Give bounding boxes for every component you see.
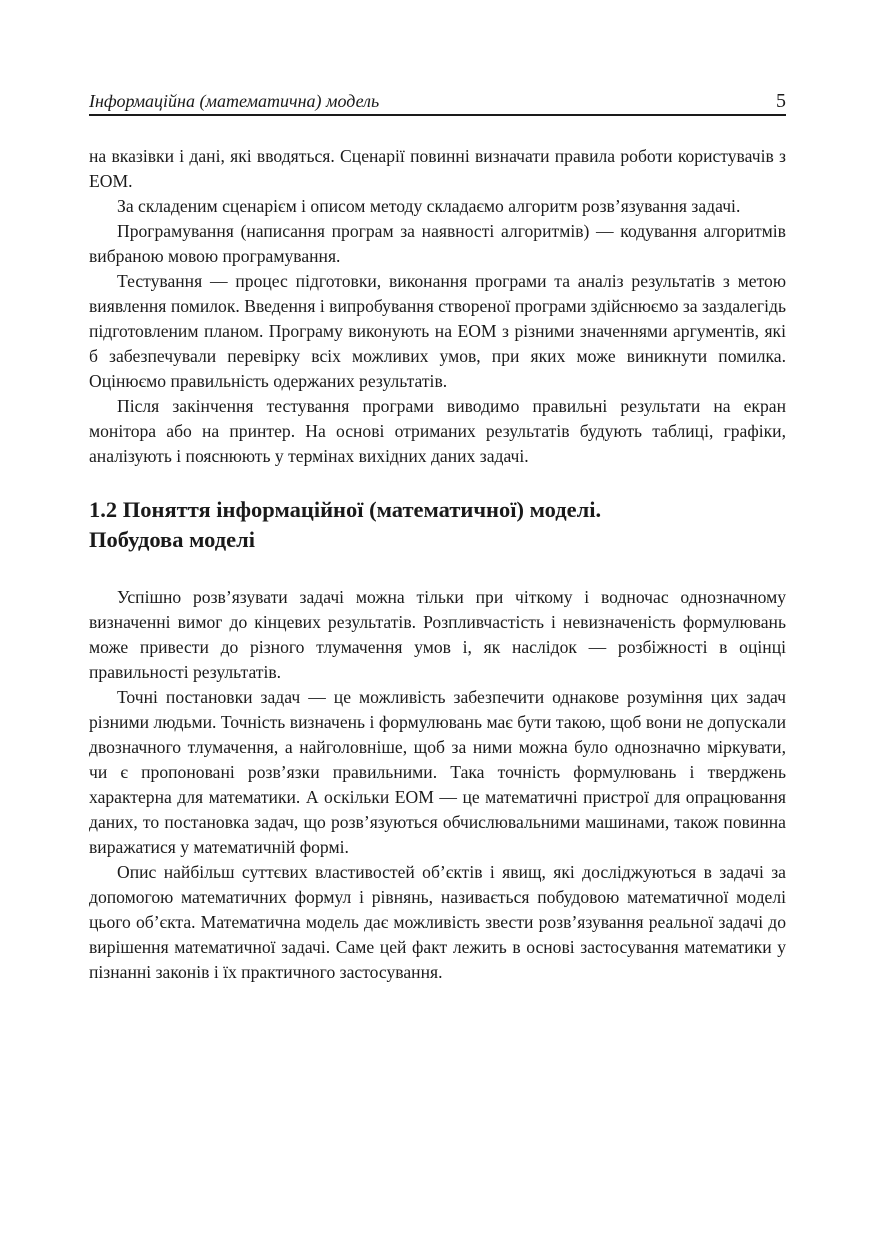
section-heading-line: 1.2 Поняття інформаційної (математичної) моделі.	[89, 497, 602, 522]
paragraph: Тестування — процес підготовки, виконання програми та аналіз результатів з метою виявлення помилок. Введення і випробування створеної програми здійснюємо за заздалегідь підготовленим планом. Програму виконують на ЕОМ з різними значеннями аргументів, які б забезпечували перевірку всіх можливих умов, при яких може виникнути помилка. Оцінюємо правильність одержаних результатів.	[89, 271, 786, 391]
running-title: Інформаційна (математична) модель	[89, 91, 380, 111]
page-number: 5	[776, 90, 786, 112]
section-heading	[89, 495, 786, 555]
paragraph: Після закінчення тестування програми виводимо правильні результати на екран монітора або на принтер. На основі отриманих результатів будують таблиці, графіки, аналізують і пояснюють у термінах вихідних даних задачі.	[89, 396, 786, 466]
paragraph: Точні постановки задач — це можливість забезпечити однакове розуміння цих задач різними людьми. Точність визначень і формулювань має бути такою, щоб вони не допускали двозначного тлумачення, а найголовніше, щоб за ними можна було однозначно міркувати, чи є пропоновані розв’язки правильними. Така точність формулювань і тверджень характерна для математики. А оскільки ЕОМ — це математичні пристрої для опрацювання даних, то постановка задач, що розв’язуються обчислювальними машинами, також повинна виражатися у математичній формі.	[89, 687, 786, 857]
running-header	[89, 86, 786, 116]
paragraph: Програмування (написання програм за наявності алгоритмів) — кодування алгоритмів вибраною мовою програмування.	[89, 221, 786, 266]
document-body	[89, 144, 786, 985]
paragraph: на вказівки і дані, які вводяться. Сценарії повинні визначати правила роботи користувачів з ЕОМ.	[89, 146, 786, 191]
paragraph: За складеним сценарієм і описом методу складаємо алгоритм розв’язування задачі.	[117, 196, 741, 216]
section-heading-line: Побудова моделі	[89, 527, 255, 552]
paragraph: Успішно розв’язувати задачі можна тільки при чіткому і водночас однозначному визначенні вимог до кінцевих результатів. Розпливчастість і невизначеність формулювань може привести до різного тлумачення умов і, як наслідок — розбіжності в оцінці правильності результатів.	[89, 587, 786, 682]
document-page	[89, 86, 786, 985]
paragraph: Опис найбільш суттєвих властивостей об’єктів і явищ, які досліджуються в задачі за допомогою математичних формул і рівнянь, називається побудовою математичної моделі цього об’єкта. Математична модель дає можливість звести розв’язування реальної задачі до вирішення математичної задачі. Саме цей факт лежить в основі застосування математики у пізнанні законів і їх практичного застосування.	[89, 862, 786, 982]
